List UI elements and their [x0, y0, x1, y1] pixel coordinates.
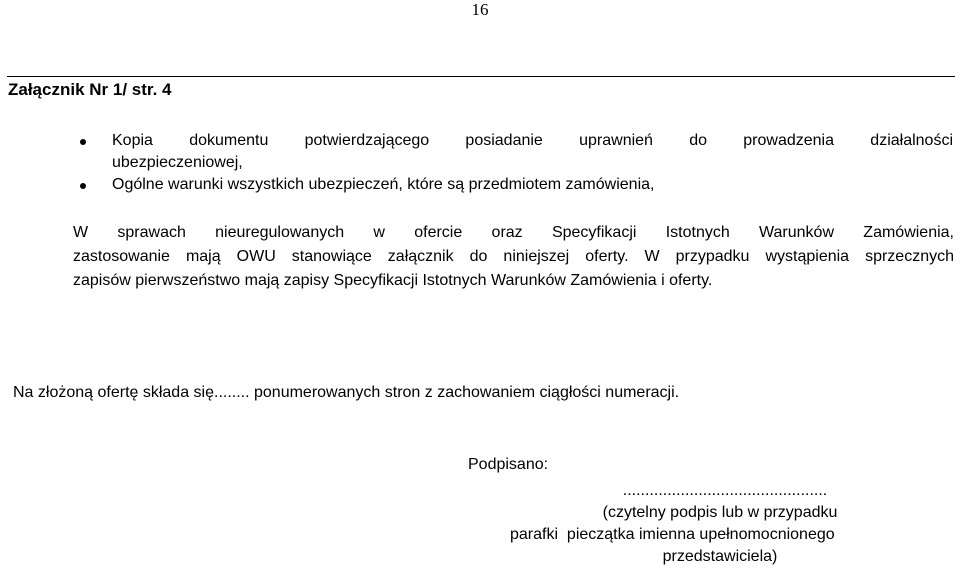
header-divider — [7, 76, 955, 77]
list-item — [0, 174, 960, 196]
list-item-text-line: Ogólne warunki wszystkich ubezpieczeń, które są przedmiotem zamówienia, — [112, 176, 655, 193]
signature-caption-line: parafki pieczątka imienna upełnomocnionego — [510, 526, 835, 543]
section-title: Załącznik Nr 1/ str. 4 — [8, 80, 172, 99]
list-item-text-line: Kopia dokumentu potwierdzającego posiadanie uprawnień do prowadzenia działalności — [112, 132, 953, 149]
list-item — [0, 130, 960, 174]
page-number: 16 — [471, 0, 489, 19]
list-item-text-line: ubezpieczeniowej, — [112, 154, 243, 171]
page-count-statement: Na złożoną ofertę składa się........ ponumerowanych stron z zachowaniem ciągłości numeracji. — [13, 384, 680, 401]
signature-block — [510, 480, 900, 568]
bullet-icon — [80, 183, 86, 189]
paragraph-line: zapisów pierwszeństwo mają zapisy Specyfikacji Istotnych Warunków Zamówienia i oferty. — [73, 272, 713, 289]
body-paragraph — [73, 221, 954, 293]
paragraph-line: zastosowanie mają OWU stanowiące załącznik do niniejszej oferty. W przypadku wystąpienia sprzecznych — [73, 248, 954, 265]
signature-dotted-line: .............................................. — [622, 482, 828, 499]
signature-caption-line: (czytelny podpis lub w przypadku — [602, 504, 838, 521]
bullet-icon — [80, 139, 86, 145]
signature-caption-line: przedstawiciela) — [662, 548, 778, 565]
paragraph-line: W sprawach nieuregulowanych w ofercie oraz Specyfikacji Istotnych Warunków Zamówienia, — [73, 224, 954, 241]
signature-label: Podpisano: — [468, 456, 549, 473]
bullet-list — [0, 130, 960, 196]
